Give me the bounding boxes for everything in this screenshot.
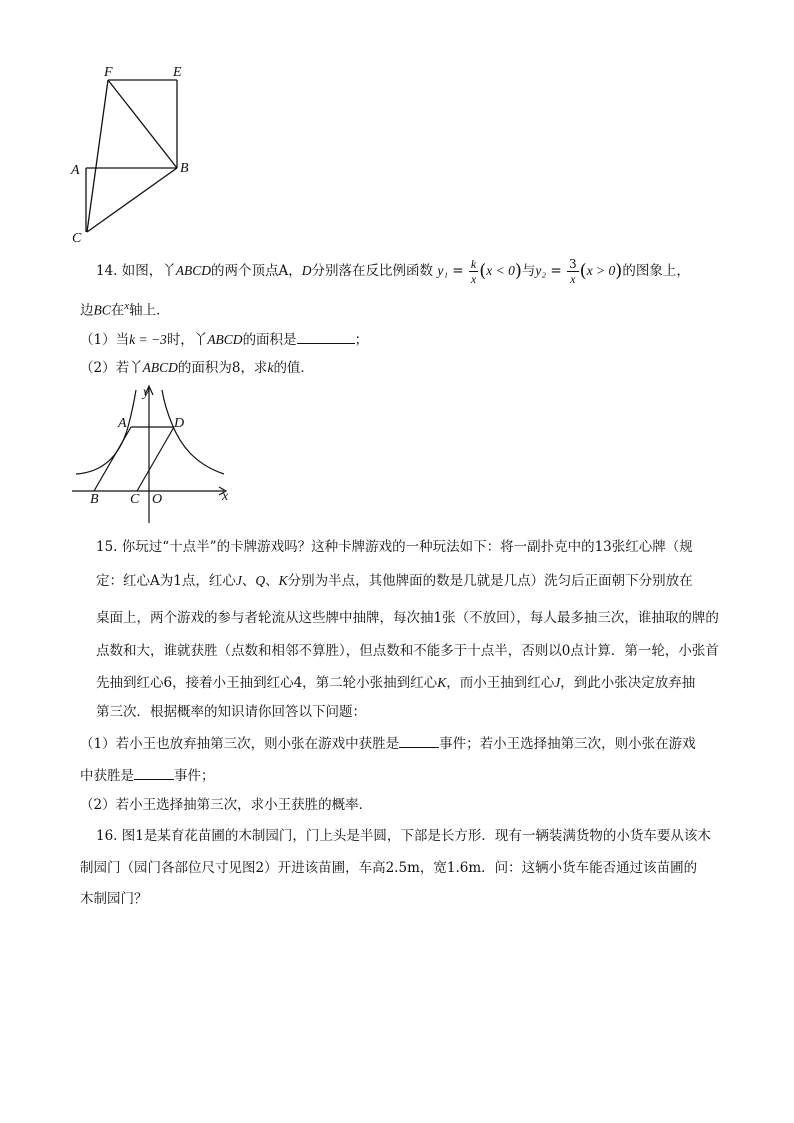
q14-number: 14. <box>96 263 118 279</box>
axis-label-x: x <box>222 489 229 504</box>
figure-square-triangle-svg <box>60 58 210 248</box>
fraction-3-over-x: $\frac{3}{x}$ <box>569 257 577 286</box>
label-D: D <box>174 416 185 431</box>
answer-blank[interactable] <box>297 329 355 344</box>
q16-line2: 制园门（园门各部位尺寸见图2）开进该苗圃，车高2.5m，宽1.6m．问：这辆小货车能否通过该苗圃的 <box>80 860 698 876</box>
label-B: B <box>90 492 99 507</box>
y2-symbol: y₂ <box>535 263 547 278</box>
truck-width: 1.6m <box>446 860 482 876</box>
q15-line6: 第三次．根据概率的知识请你回答以下问题： <box>96 704 366 720</box>
q14-line1: 14. 如图，丫ABCD的两个顶点A，D分别落在反比例函数 y₁ = $\frac{k}{x}$ (x < 0)与y₂ = $\frac{3}{x}$ (x > 0)的图象上， <box>96 257 690 286</box>
label-O: O <box>152 492 163 507</box>
answer-blank[interactable] <box>399 733 439 748</box>
q14-line2: 边BC在$^x$轴上． <box>80 300 170 319</box>
label-C: C <box>72 231 82 246</box>
figure-hyperbola-parallelogram <box>66 382 236 527</box>
y1-symbol: y₁ <box>437 263 449 278</box>
answer-blank[interactable] <box>134 765 174 780</box>
label-E: E <box>173 65 182 80</box>
label-A: A <box>118 416 127 431</box>
label-B: B <box>180 161 189 176</box>
axis-label-y: y <box>143 385 150 400</box>
truck-height: 2.5m <box>385 860 420 876</box>
figure-square-triangle <box>60 58 210 248</box>
q15-part1-cont: 中获胜是 事件； <box>80 765 215 786</box>
parallelogram-symbol: 丫 <box>162 263 176 279</box>
figure-hyperbola-svg <box>66 382 236 527</box>
q15-line3: 桌面上，两个游戏的参与者轮流从这些牌中抽牌，每次抽1张（不放回），每人最多抽三次，谁抽取的牌的 <box>96 610 719 626</box>
label-F: F <box>104 65 113 80</box>
q15-line5: 先抽到红心6，接着小王抽到红心4，第二轮小张抽到红心K，而小王抽到红心J，到此小张决定放弃抽 <box>96 675 696 691</box>
q15-line2: 定：红心A为1点，红心J、Q、K分别为半点，其他牌面的数是几就是几点）洗匀后正面朝下分别放在 <box>96 573 693 589</box>
q14-part2: （2）若丫ABCD的面积为8，求k的值． <box>80 360 314 376</box>
q16-line1: 16. 图1是某育花苗圃的木制园门，门上头是半圆，下部是长方形．现有一辆装满货物的小货车要从该木 <box>96 828 711 844</box>
q15-part1: （1）若小王也放弃抽第三次，则小张在游戏中获胜是 事件；若小王选择抽第三次，则小张在游戏 <box>80 733 696 754</box>
label-A: A <box>71 163 80 178</box>
label-C: C <box>130 492 140 507</box>
q16-line3: 木制园门？ <box>80 891 148 907</box>
q15-line4: 点数和大，谁就获胜（点数和相邻不算胜），但点数和不能多于十点半，否则以0点计算．第一轮，小张首 <box>96 643 719 659</box>
q14-part1: （1）当k = −3时，丫ABCD的面积是 ； <box>80 329 368 350</box>
q15-line1: 15. 你玩过“十点半”的卡牌游戏吗？这种卡牌游戏的一种玩法如下：将一副扑克中的13张红心牌（规 <box>96 539 693 555</box>
q15-part2: （2）若小王选择抽第三次，求小王获胜的概率． <box>80 797 373 813</box>
fraction-k-over-x: $\frac{k}{x}$ <box>470 257 477 286</box>
